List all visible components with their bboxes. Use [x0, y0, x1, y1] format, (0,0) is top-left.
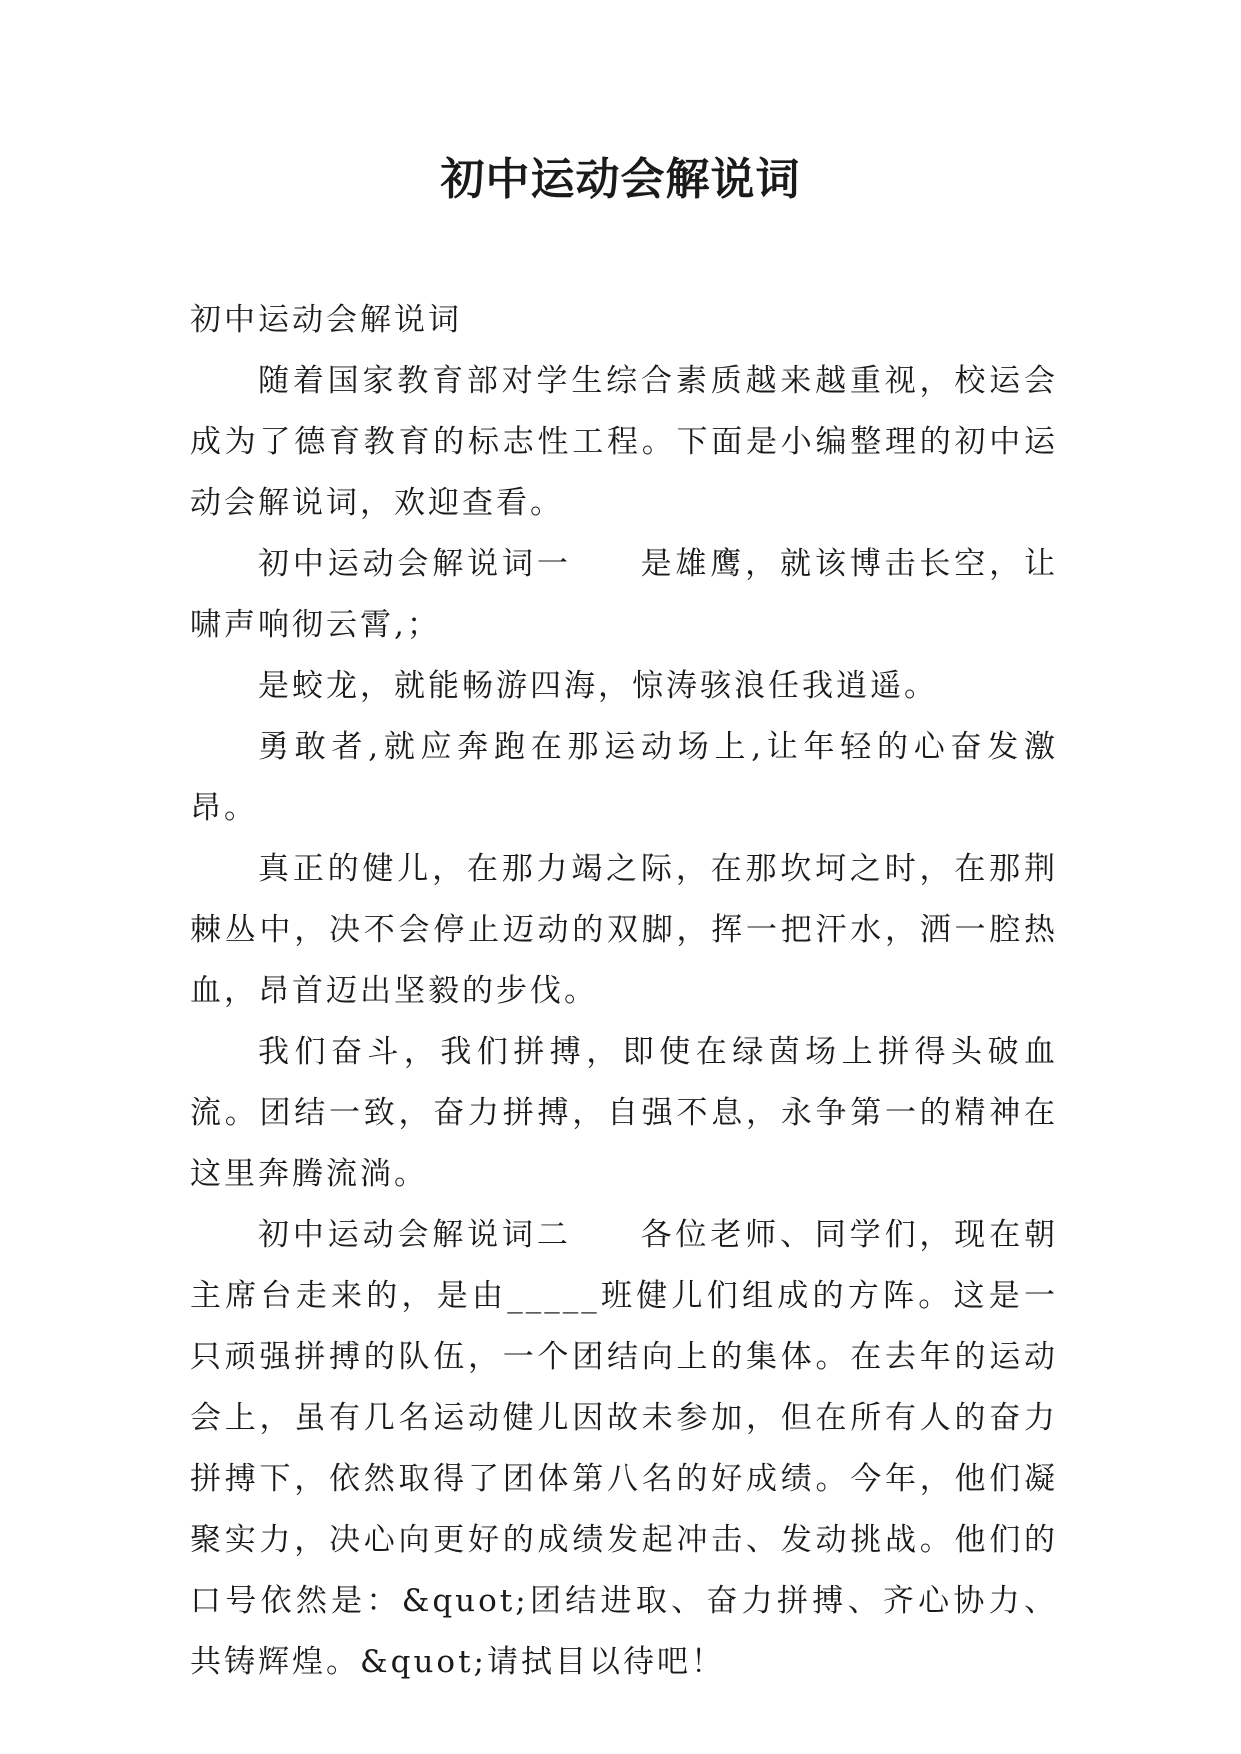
- section2-heading: 初中运动会解说词二: [258, 1217, 572, 1253]
- dragon-paragraph: 是蛟龙，就能畅游四海，惊涛骇浪任我逍遥。: [258, 668, 938, 704]
- real-athletes-paragraph: 真正的健儿，在那力竭之际，在那坎坷之时，在那荆棘丛中，决不会停止迈动的双脚，挥一把汗水，洒一腔热血，昂首迈出坚毅的步伐。: [190, 851, 1058, 1009]
- document-title: 初中运动会解说词: [440, 154, 801, 205]
- document-body: [190, 290, 1058, 1693]
- section1-heading: 初中运动会解说词一: [258, 546, 572, 582]
- subtitle-line: 初中运动会解说词: [190, 302, 462, 338]
- section2-paragraph: [190, 1205, 1058, 1693]
- section2-lead: 各位老师、同学们，现在朝主席台走来的，是由_____班健儿们组成的方阵。这是一只顽强拼搏的队伍，一个团结向上的集体。在去年的运动会上，虽有几名运动健儿因故未参加，但在所有人的奋力拼搏下，依然取得了团体第八名的好成绩。今年，他们凝聚实力，决心向更好的成绩发起冲击、发动挑战。他们的口号依然是：&quot;团结进取、奋力拼搏、齐心协力、共铸辉煌。&quot;请拭目以待吧！: [190, 1217, 1059, 1680]
- section1-lead: 是雄鹰，就该博击长空，让啸声响彻云霄,；: [190, 546, 1059, 643]
- struggle-paragraph: 我们奋斗，我们拼搏，即使在绿茵场上拼得头破血流。团结一致，奋力拼搏，自强不息，永争第一的精神在这里奔腾流淌。: [190, 1034, 1058, 1192]
- intro-paragraph: 随着国家教育部对学生综合素质越来越重视，校运会成为了德育教育的标志性工程。下面是小编整理的初中运动会解说词，欢迎查看。: [190, 363, 1058, 521]
- section1-paragraph: [190, 534, 1058, 656]
- brave-paragraph: 勇敢者,就应奔跑在那运动场上,让年轻的心奋发激昂。: [190, 729, 1058, 826]
